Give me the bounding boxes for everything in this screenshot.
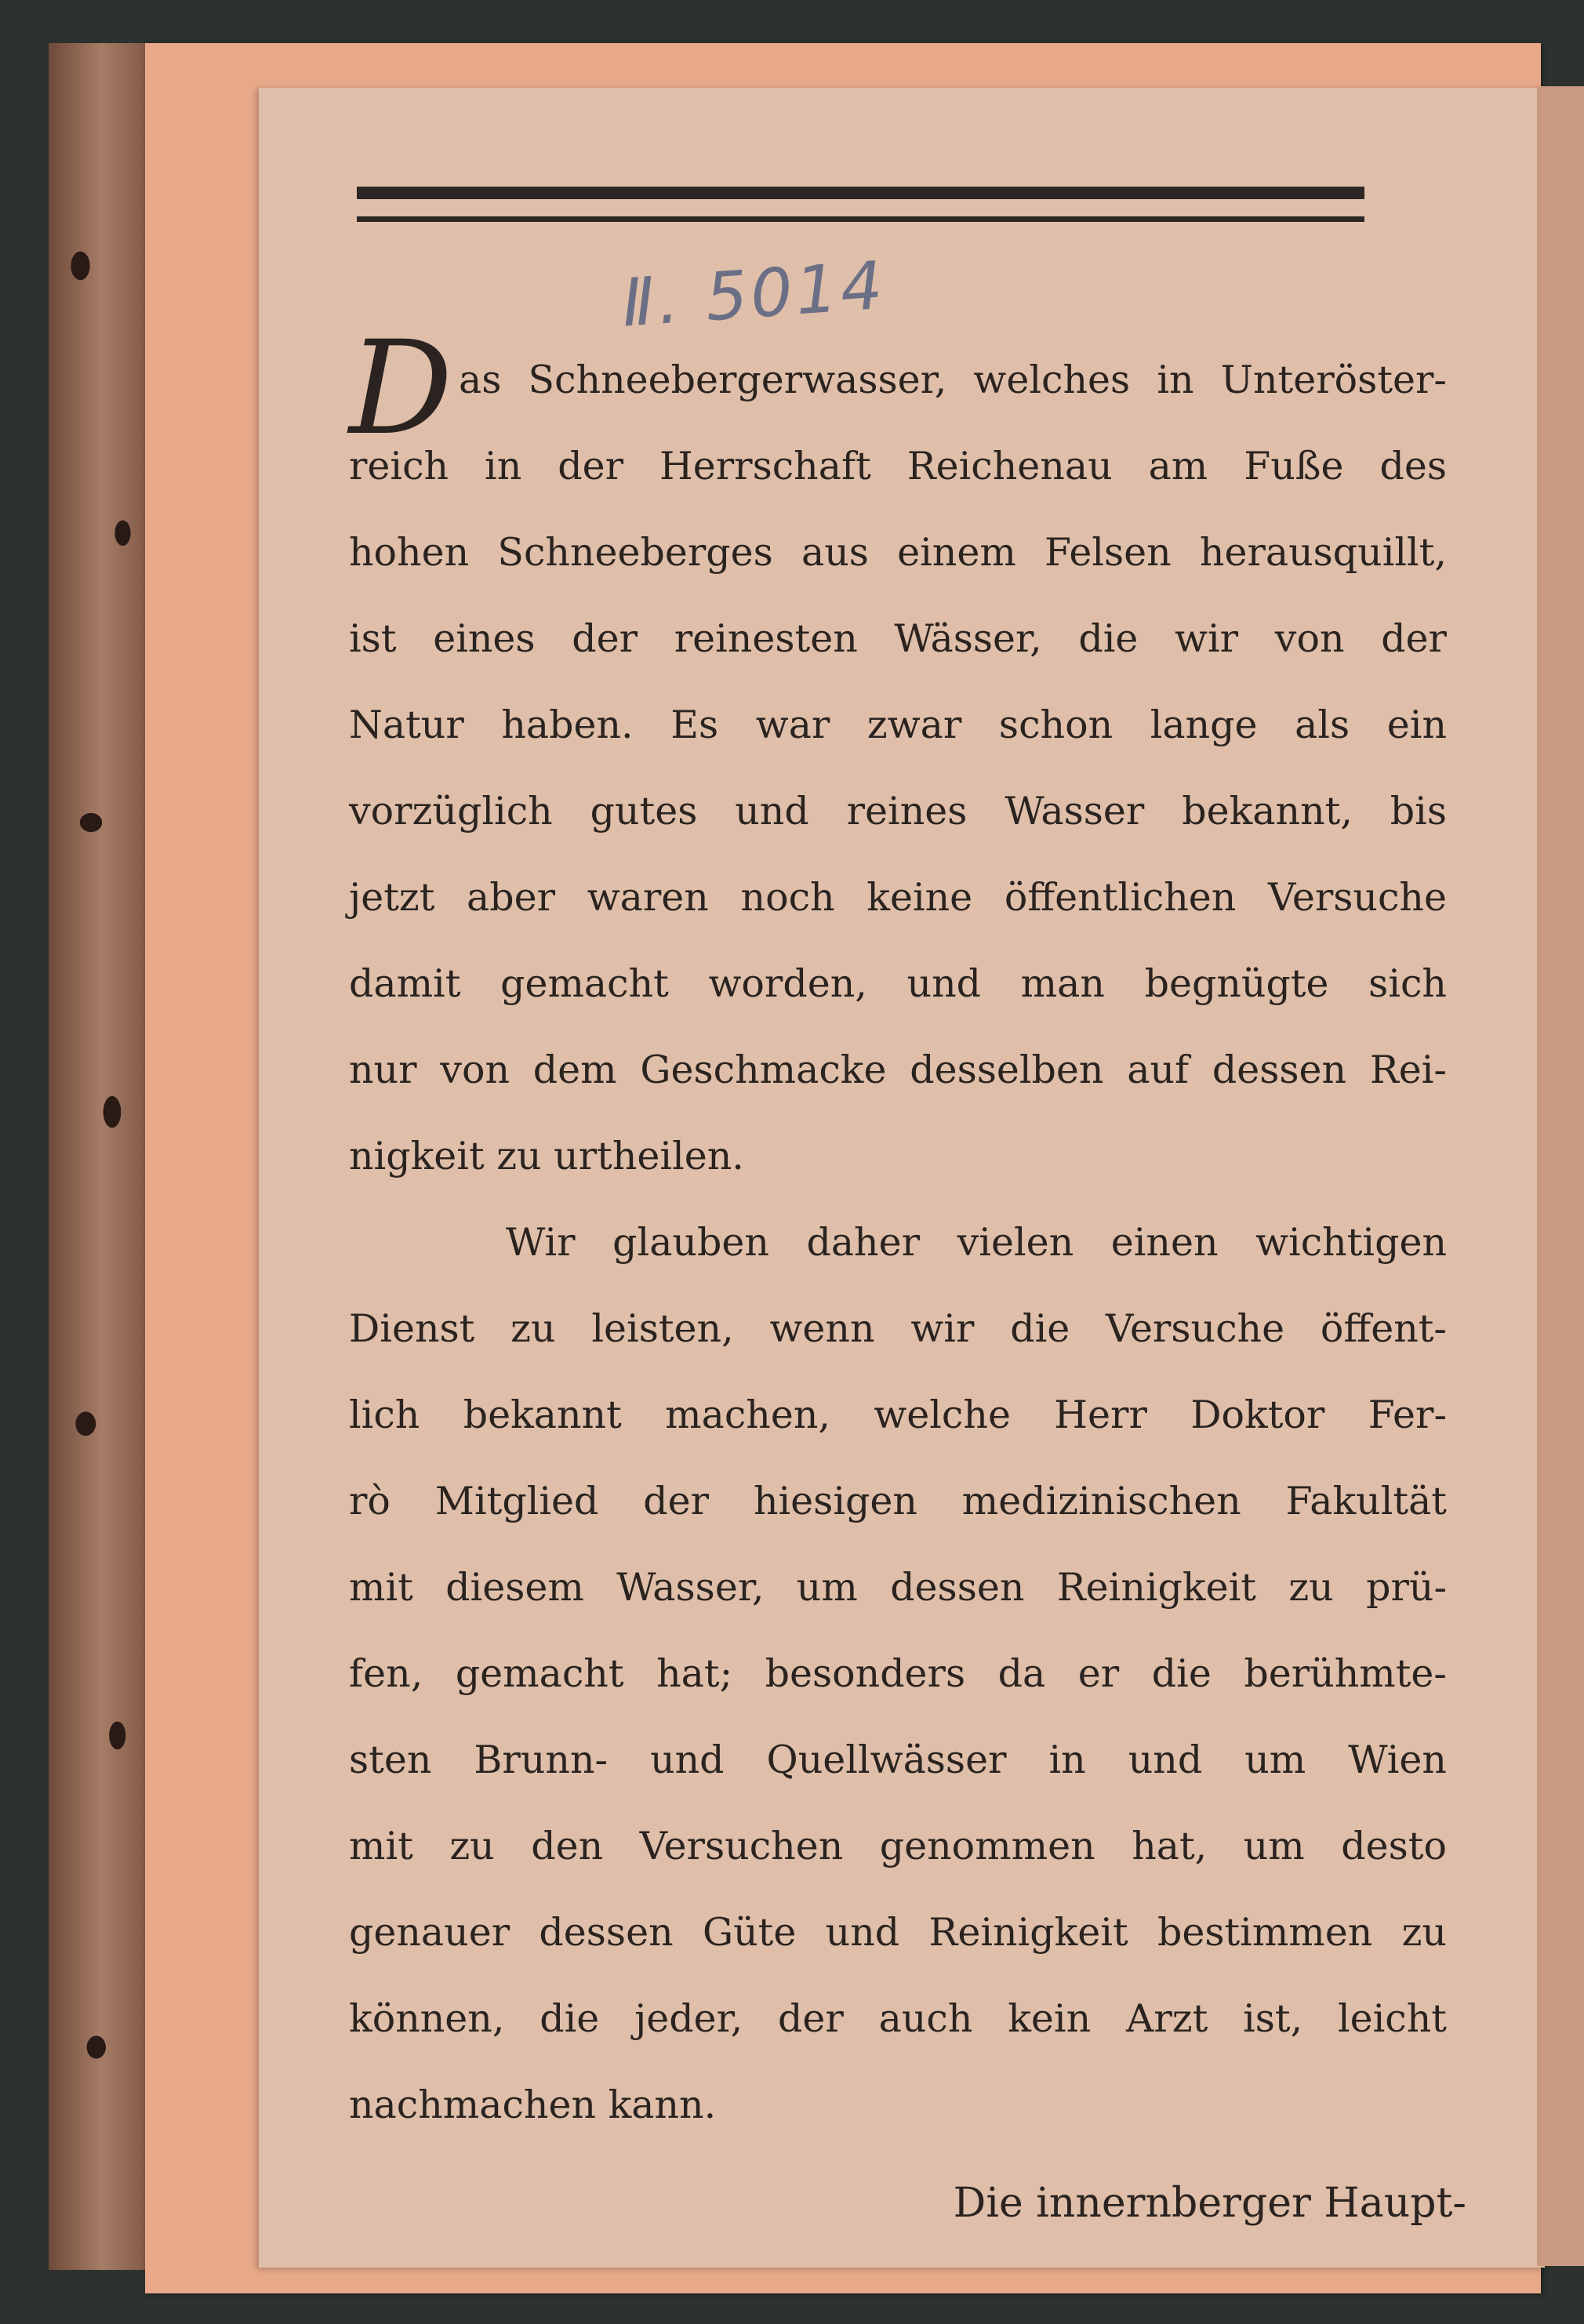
text-line: können, die jeder, der auch kein Arzt ist, leicht: [349, 1996, 1447, 2041]
header-rule-thick: [357, 187, 1364, 199]
marbled-cover: [49, 43, 154, 2270]
text-line: mit zu den Versuchen genommen hat, um desto: [349, 1824, 1447, 1868]
text-line: nachmachen kann.: [349, 2083, 717, 2127]
text-line: Natur haben. Es war zwar schon lange als ein: [349, 703, 1447, 747]
text-line: sten Brunn- und Quellwässer in und um Wien: [349, 1738, 1447, 1782]
text-line: Wir glauben daher vielen einen wichtigen: [506, 1220, 1447, 1265]
text-line: mit diesem Wasser, um dessen Reinigkeit zu prü-: [349, 1565, 1447, 1610]
text-line: ist eines der reinesten Wässer, die wir von der: [349, 616, 1447, 661]
text-line: reich in der Herrschaft Reichenau am Fuße des: [349, 444, 1447, 488]
catchword: Die innernberger Haupt-: [953, 2180, 1466, 2227]
text-line: nigkeit zu urtheilen.: [349, 1134, 744, 1178]
text-line: fen, gemacht hat; besonders da er die berühmte-: [349, 1651, 1447, 1696]
text-line: Dienst zu leisten, wenn wir die Versuche öffent-: [349, 1306, 1447, 1351]
text-line: damit gemacht worden, und man begnügte sich: [349, 961, 1447, 1006]
page-edge: [1537, 86, 1584, 2266]
text-line: jetzt aber waren noch keine öffentlichen Versuche: [349, 875, 1447, 920]
text-line: nur von dem Geschmacke desselben auf dessen Rei-: [349, 1048, 1447, 1092]
drop-cap: D: [349, 313, 453, 463]
text-line: lich bekannt machen, welche Herr Doktor Fer-: [349, 1393, 1447, 1437]
text-line: D as Schneebergerwasser, welches in Unteröster-: [349, 313, 1447, 463]
text-line: genauer dessen Güte und Reinigkeit bestimmen zu: [349, 1910, 1447, 1955]
header-rule-thin: [357, 216, 1364, 222]
text-line: vorzüglich gutes und reines Wasser bekannt, bis: [349, 789, 1447, 833]
text-line: rò Mitglied der hiesigen medizinischen Fakultät: [349, 1479, 1447, 1523]
body-text: [349, 313, 1447, 2148]
shelfmark-annotation: Ⅱ. 5014: [619, 246, 888, 342]
text-line: hohen Schneeberges aus einem Felsen herausquillt,: [349, 530, 1447, 575]
